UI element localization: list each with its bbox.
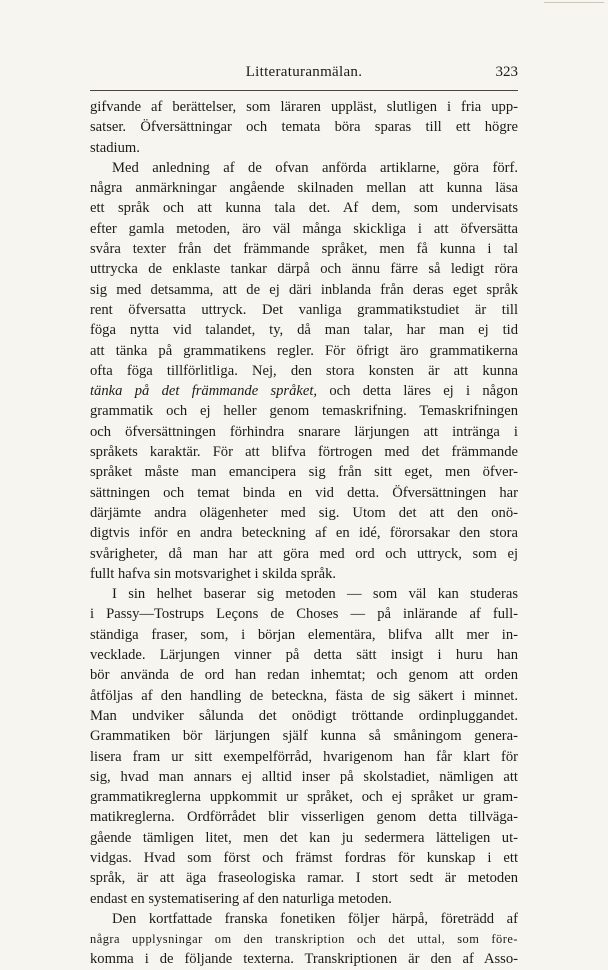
text-line: sig, hvad man annars ej alltid inser på skolstadiet, nämligen att: [90, 768, 518, 785]
text-line: språket måste man emancipera sig från sitt eget, men öfver-: [90, 464, 518, 481]
text-line: några upplysningar om den transkription och det uttal, som före-: [90, 932, 518, 947]
text-line: endast en systematisering af den naturliga metoden.: [90, 890, 392, 907]
text-line: grammatik och ej heller genom temaskrifning. Temaskrifningen: [90, 403, 518, 420]
text-line: ständiga fraser, som, i början elementära, blifva allt mer in-: [90, 626, 518, 643]
text-line: [90, 381, 518, 401]
header-rule: [90, 90, 518, 91]
text-line: sig med detsamma, att de ej däri inblanda från deras eget språk: [90, 281, 518, 298]
text-line: satser. Öfversättningar och temata böra sparas till ett högre: [90, 119, 518, 136]
text-line: i Passy—Tostrups Leçons de Choses — på inlärande af full-: [90, 606, 518, 623]
text-line: gående tämligen litet, men det kan ju sedermera lätteligen ut-: [90, 829, 518, 846]
body-text: [90, 97, 518, 970]
text-line: språk, är att äga fraseologiska ramar. I stort sedt är metoden: [90, 870, 518, 887]
running-title: Litteraturanmälan.: [245, 64, 363, 80]
italic-phrase: tänka på det främmande språket,: [90, 383, 318, 400]
text-line: att tänka på grammatikens regler. För öfrigt äro grammatikerna: [90, 342, 518, 359]
text-line: ofta föga tillförlitliga. Nej, den stora konsten är att kunna: [90, 362, 518, 379]
text-line: bör använda de ord han redan inhemtat; och genom att orden: [90, 667, 518, 684]
text-line: Med anledning af de ofvan anförda artiklarne, göra förf.: [112, 159, 518, 176]
text-line: Grammatiken bör lärjungen själf kunna så småningom genera-: [90, 728, 518, 745]
text-line: Den kortfattade franska fonetiken följer härpå, företrädd af: [112, 910, 518, 927]
text-line: efter gamla metoden, äro väl många skickliga i att öfversätta: [90, 220, 518, 237]
text-line: fullt hafva sin motsvarighet i skilda språk.: [90, 565, 337, 582]
text-line: och öfversättningen förhindra snarare lärjungen att intränga i: [90, 423, 518, 440]
text-line: uttrycka de enklaste tankar därpå och ännu färre så ledigt röra: [90, 261, 518, 278]
text-line: åtföljas af den handling de beteckna, fästa de sig säkert i minnet.: [90, 687, 518, 704]
text-line: därjämte andra olägenheter med sig. Utom det att den onö-: [90, 504, 518, 521]
text-line: vidgas. Hvad som först och främst fordras för kunskap i ett: [90, 849, 518, 866]
text-line: ett språk och att kunna tala det. Af dem, som undervisats: [90, 200, 518, 217]
text-line: gifvande af berättelser, som läraren uppläst, slutligen i fria upp-: [90, 99, 518, 115]
text-line: svårigheter, då man har att göra med ord och uttryck, som ej: [90, 545, 518, 562]
text-line: grammatikreglerna uppkommit ur språket, och ej språket ur gram-: [90, 789, 518, 806]
page-number: 323: [495, 64, 518, 80]
text-line: I sin helhet baserar sig metoden — som väl kan studeras: [112, 586, 518, 603]
text-line: Man undviker sålunda det onödigt tröttande ordinpluggandet.: [90, 707, 518, 724]
line-text: och detta läres ej i någon: [317, 383, 518, 400]
text-line: sättningen och temat binda en vid detta. Öfversättningen har: [90, 484, 518, 501]
text-line: matikreglerna. Ordförrådet blir visserligen genom detta tillväga-: [90, 809, 518, 826]
text-line: några anmärkningar angående skilnaden mellan att kunna läsa: [90, 180, 518, 197]
text-line: komma i de följande texterna. Transkriptionen är den af Asso-: [90, 951, 518, 968]
text-line: språkets karaktär. För att blifva förtrogen med det främmande: [90, 444, 518, 461]
text-line: rent öfversatta uttryck. Det vanliga grammatikstudiet är till: [90, 301, 518, 318]
text-line: föga nytta vid talandet, ty, då man talar, har man ej tid: [90, 322, 518, 339]
text-line: stadium.: [90, 139, 140, 156]
text-line: digtvis inför en andra beteckning af en idé, förorsakar den stora: [90, 525, 518, 542]
text-line: svåra texter från det främmande språket, men få kunna i tal: [90, 241, 518, 258]
text-line: lisera fram ur sitt exempelförråd, hvarigenom han får klart för: [90, 748, 518, 765]
page-header: [90, 64, 518, 86]
text-line: vecklade. Lärjungen vinner på detta sätt insigt i huru han: [90, 647, 518, 664]
margin-mark: [544, 2, 604, 3]
